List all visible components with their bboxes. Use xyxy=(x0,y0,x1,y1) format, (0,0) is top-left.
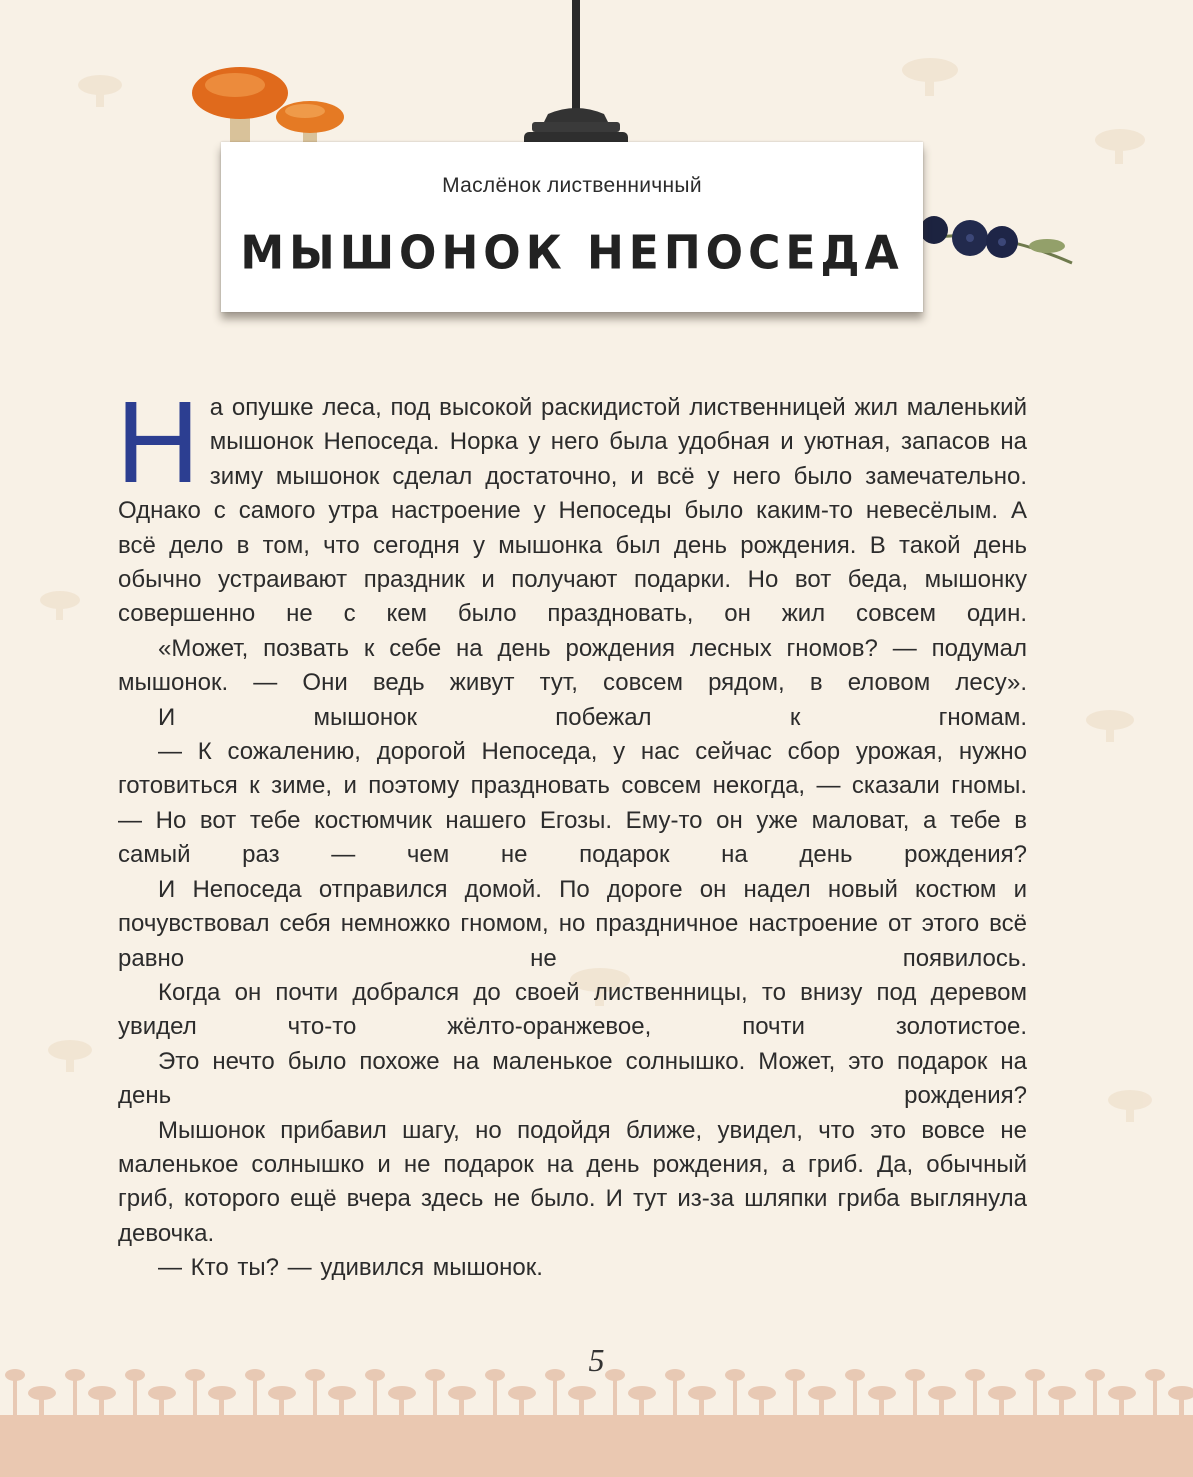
story-text xyxy=(116,377,1027,1286)
drop-cap: Н xyxy=(116,377,200,507)
paragraph: Когда он почти добрался до своей лиственницы, то внизу под деревом увидел что-то жёлто-оранжевое, почти золотистое. xyxy=(118,978,1027,1041)
paragraph: Мышонок прибавил шагу, но подойдя ближе, увидел, что это вовсе не маленькое солнышко и не подарок на день рождения, а гриб. Да, обычный гриб, которого ещё вчера здесь не было. И тут из-за шляпки гриба выглянула девочка. xyxy=(118,1116,1027,1247)
paragraph: И Непоседа отправился домой. По дороге он надел новый костюм и почувствовал себя немножко гномом, но праздничное настроение от этого всё равно не появилось. xyxy=(118,875,1027,972)
mushroom-illustration xyxy=(185,55,360,150)
title-subtitle: Маслёнок лиственничный xyxy=(442,174,702,197)
paragraph: — Кто ты? — удивился мышонок. xyxy=(158,1254,543,1282)
blueberry-illustration xyxy=(912,208,1082,278)
paragraph: На опушке леса, под высокой раскидистой лиственницей жил маленький мышонок Непоседа. Норка у него была удобная и уютная, запасов на зиму мышонок сделал достаточно, и всё у него было замечательно. Однако с самого утра настроение у Непоседы было каким-то невесёлым. А всё дело в том, что сегодня у мышонка был день рождения. В такой день обычно устраивают праздник и получают подарки. Но вот беда, мышонку совершенно не с кем было праздновать, он жил совсем один. xyxy=(116,377,1027,628)
story-title: МЫШОНОК НЕПОСЕДА xyxy=(240,226,904,281)
hanger-line xyxy=(572,0,580,110)
title-card xyxy=(221,142,923,312)
paragraph: «Может, позвать к себе на день рождения лесных гномов? — подумал мышонок. — Они ведь живут тут, совсем рядом, в еловом лесу». xyxy=(118,634,1027,697)
paragraph: Это нечто было похоже на маленькое солнышко. Может, это подарок на день рождения? xyxy=(118,1047,1027,1110)
paragraph: И мышонок побежал к гномам. xyxy=(158,703,1027,731)
paragraph: — К сожалению, дорогой Непоседа, у нас сейчас сбор урожая, нужно готовиться к зиме, и поэтому праздновать совсем некогда, — сказали гномы. — Но вот тебе костюмчик нашего Егозы. Ему-то он уже маловат, а тебе в самый раз — чем не подарок на день рождения? xyxy=(118,738,1027,869)
page-number: 5 xyxy=(588,1342,605,1378)
